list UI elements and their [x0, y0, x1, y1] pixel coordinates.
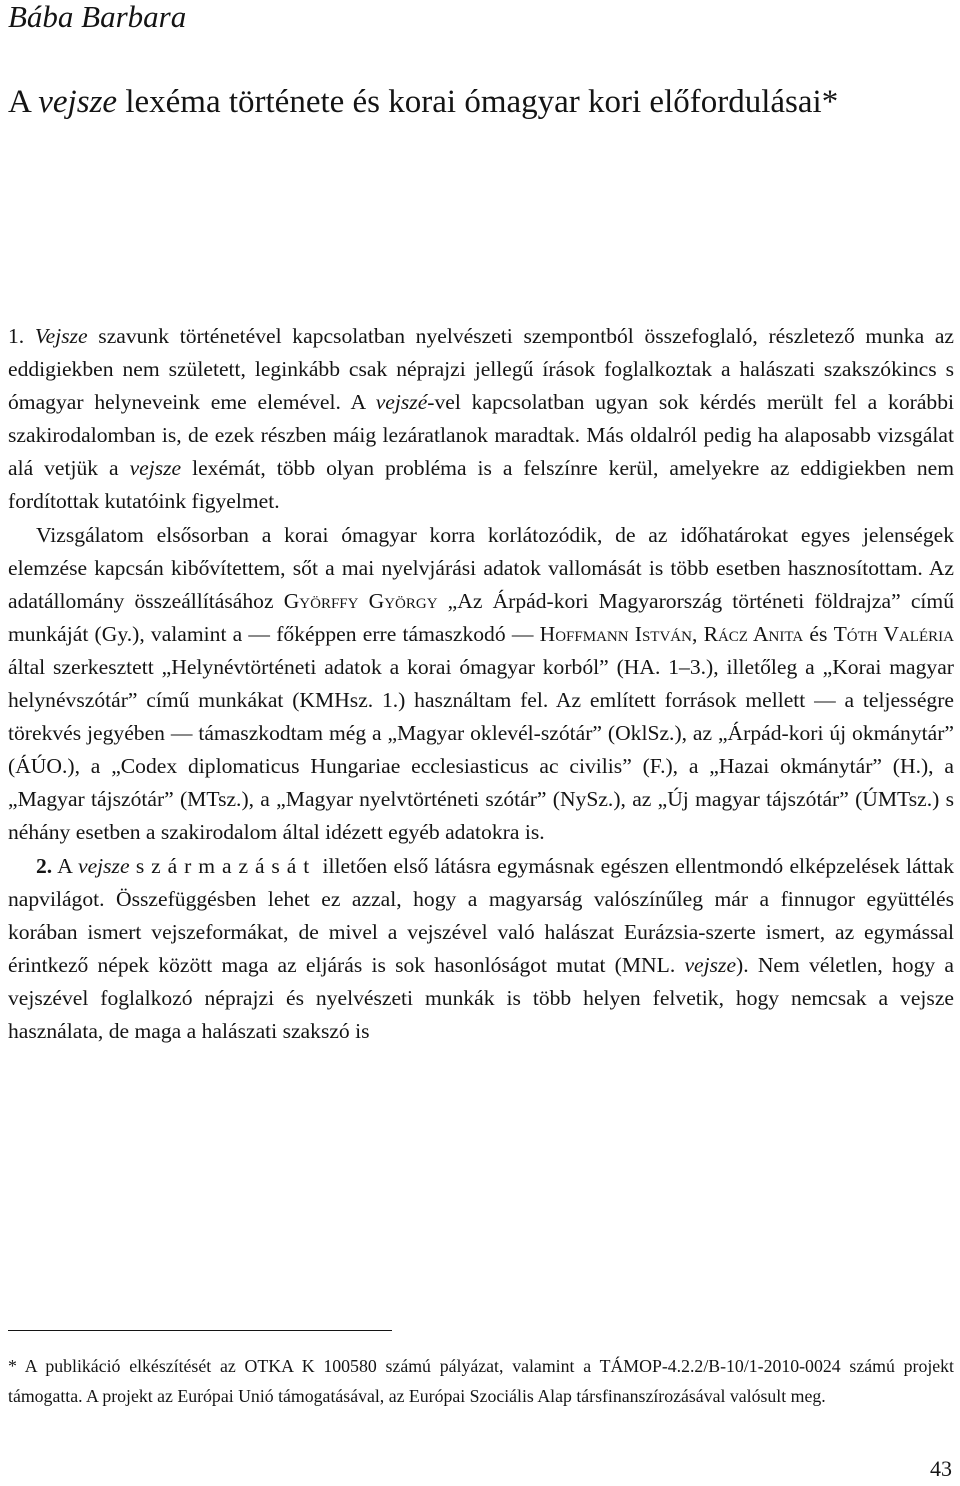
paragraph-text: lexémát, több olyan probléma is a felszínre kerül, amelyekre az eddigiekben nem fordítottak kutatóink figyelmet.: [8, 456, 954, 514]
spaced-emphasis: származását: [135, 853, 317, 878]
italic-term: vejsze: [77, 853, 130, 878]
italic-term: vejsze: [684, 952, 737, 977]
title-italic-word: vejsze: [38, 84, 118, 120]
paragraph-text: „Az Árpád-kori Magyarország történeti földrajza” című munkáját (Gy.), valamint a — főképpen erre támaszkodó —: [8, 588, 954, 646]
paragraph-1: [8, 320, 954, 519]
author-reference: Györffy György: [283, 588, 438, 613]
paragraph-2: [8, 519, 954, 850]
title-prefix: A: [8, 84, 39, 120]
section-number: 2.: [36, 853, 53, 878]
article-title: [8, 76, 908, 128]
author-reference: Tóth Valéria: [833, 621, 954, 646]
paragraph-text: szavunk történetével kapcsolatban nyelvészeti szempontból összefoglaló, részletező munka az eddigiekben nem született, leginkább csak néprajzi jellegű írások foglalkoztak a halászati szakszókincs s ómagyar helyneveink eme elemével. A: [8, 324, 955, 415]
paragraph-text: 1.: [8, 324, 35, 348]
page-number: 43: [930, 1456, 952, 1481]
italic-term: vejsze: [129, 456, 182, 481]
article-body: [8, 320, 954, 1048]
paragraph-text: A: [52, 853, 78, 878]
footnote-separator: [8, 1330, 392, 1331]
paragraph-text: ). Nem véletlen, hogy a vejszével foglalkozó néprajzi és nyelvészeti munkák is több helyen felvetik, hogy nemcsak a vejsze használata, de maga a halászati szakszó is: [8, 952, 954, 1043]
paragraph-text: és: [803, 621, 834, 646]
italic-term: Vejsze: [34, 324, 88, 348]
author-reference: Hoffmann István: [539, 621, 692, 646]
italic-term: vejszé: [375, 390, 428, 415]
paragraph-text: -vel kapcsolatban ugyan sok kérdés merült fel a korábbi szakirodalomban is, de ezek részben máig lezáratlanok maradtak. Más oldalról pedig ha alaposabb vizsgálat alá vetjük a: [8, 390, 954, 481]
paragraph-text: ,: [691, 621, 704, 646]
paragraph-text: illetően első látásra egymásnak egészen ellentmondó elképzelések láttak napvilágot. Összefüggésben lehet ez azzal, hogy a magyarság valószínűleg már a finnugor együttélés korában ismert vejszeformákat, de mivel a vejszével való halászat Eurázsia-szerte ismert, az egymással érintkező népek között maga az eljárás is sok hasonlóságot mutat (MNL.: [8, 853, 954, 977]
paragraph-text: által szerkesztett „Helynévtörténeti adatok a korai ómagyar korból” (HA. 1–3.), illetőleg a „Korai magyar helynévszótár” című munkákat (KMHsz. 1.) használtam fel. Az említett források mellett — a teljességre törekvés jegyében — támaszkodtam még a „Magyar oklevél-szótár” (OklSz.), az „Árpád-kori új okmánytár” (ÁÚO.), a „Codex diplomaticus Hungariae ecclesiasticus ac civilis” (F.), a „Hazai okmánytár” (H.), a „Magyar tájszótár” (MTsz.), a „Magyar nyelvtörténeti szótár” (NySz.), az „Új magyar tájszótár” (ÚMTsz.) s néhány esetben a szakirodalom által idézett egyéb adatokra is.: [8, 654, 954, 845]
title-rest: lexéma története és korai ómagyar kori előfordulásai*: [117, 84, 839, 120]
paragraph-text: Vizsgálatom elsősorban a korai ómagyar korra korlátozódik, de az időhatárokat egyes jelenségek elemzése kapcsán kibővítettem, sőt a mai nyelvjárási adatok vallomását is több esetben hasznosítottam. Az adatállomány összeállításához: [8, 522, 954, 613]
author-name: Bába Barbara: [8, 0, 187, 34]
footnote: * A publikáció elkészítését az OTKA K 100580 számú pályázat, valamint a TÁMOP-4.2.2/B-10/1-2010-0024 számú projekt támogatta. A projekt az Európai Unió támogatásával, az Európai Szociális Alap társfinanszírozásával valósult meg.: [8, 1356, 954, 1406]
paragraph-3: [8, 850, 954, 1049]
author-reference: Rácz Anita: [703, 621, 804, 646]
